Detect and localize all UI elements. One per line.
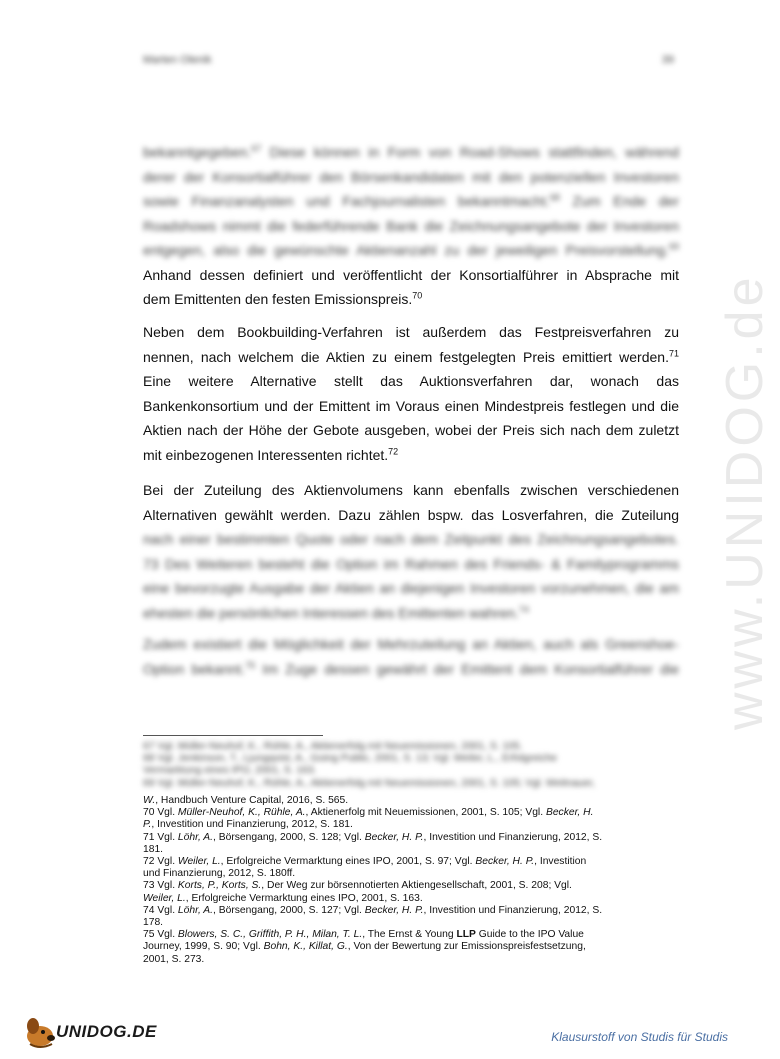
footnote-line: Vermarktung eines IPO, 2001, S. 163. — [143, 765, 317, 777]
footnote-line: 72 Vgl. Weiler, L., Erfolgreiche Vermarktung eines IPO, 2001, S. 97; Vgl. Becker, H. P., Investition — [143, 856, 587, 868]
footnote-separator — [143, 735, 323, 736]
footnote-line: 2001, S. 273. — [143, 953, 205, 965]
footnote-line: 67 Vgl. Müller-Neuhof, K., Rühle, A., Aktienerfolg mit Neuemissionen, 2001, S. 105. — [143, 741, 523, 752]
paragraph — [143, 632, 679, 681]
footnote-line: Journey, 1999, S. 90; Vgl. Bohn, K., Killat, G., Von der Bewertung zur Emissionspreisfestsetzung, — [143, 941, 586, 953]
text-line: nach einer bestimmten Quote oder nach dem Zeitpunkt des Zeichnungsangebotes. — [143, 531, 679, 547]
footnote-line: 75 Vgl. Blowers, S. C., Griffith, P. H., Milan, T. L., The Ernst & Young LLP Guide to the IPO Value — [143, 929, 584, 941]
text-line: ehesten die persönlichen Interessen des Emittenten wahren.$^{74}$ — [143, 603, 529, 621]
text-line: 73 Des Weiteren besteht die Option im Rahmen des Friends- & Familyprogramms — [143, 555, 679, 572]
footnote-line: 178. — [143, 917, 164, 929]
footnote-line: 69 Vgl. Müller-Neuhof, K., Rühle, A., Aktienerfolg mit Neuemissionen, 2001, S. 105; Vgl. Weitnauer, — [143, 777, 595, 789]
text-line: Option bekannt.$^{75}$ Im Zuge dessen gewährt der Emittent dem Konsortialführer die — [143, 659, 679, 677]
footnote-line: 70 Vgl. Müller-Neuhof, K., Rühle, A., Aktienerfolg mit Neuemissionen, 2001, S. 105; Vgl. Becker, H. — [143, 807, 594, 819]
paragraph — [143, 140, 679, 312]
text-line: Alternativen gewählt werden. Dazu zählen bspw. das Losverfahren, die Zuteilung — [143, 506, 679, 523]
watermark-text: www.UNIDOG.de — [716, 273, 774, 730]
text-line: sowie Finanzanalysten und Fachjournalisten bekanntmacht.$^{68}$ Zum Ende der — [143, 192, 680, 209]
footnotes-blurred — [143, 741, 683, 790]
footnote-ref: 74 — [518, 603, 529, 614]
footnote-line: Weiler, L., Erfolgreiche Vermarktung eines IPO, 2001, S. 163. — [143, 892, 423, 904]
logo-text: UNIDOG.DE — [56, 1022, 157, 1041]
footnote-ref: 68 — [549, 192, 560, 203]
footnote-line: P., Investition und Finanzierung, 2012, S. 181. — [143, 819, 353, 831]
footnote-line: 73 Vgl. Korts, P., Korts, S., Der Weg zur börsennotierten Aktiengesellschaft, 2001, S. 208; Vgl. — [143, 880, 572, 892]
text-line: dem Emittenten den festen Emissionspreis.$^{70}$ — [143, 290, 423, 307]
footnote-line: W., Handbuch Venture Capital, 2016, S. 565. — [143, 795, 349, 806]
text-line: eine bevorzugte Ausgabe der Aktien an diejenigen Investoren vorzunehmen, die am — [143, 580, 679, 596]
footnote-ref: 75 — [245, 659, 256, 670]
text-line: Bankenkonsortium und der Emittent im Voraus einen Mindestpreis festlegen und die — [143, 397, 679, 414]
unidog-logo[interactable] — [22, 1014, 162, 1050]
text-line: Zudem existiert die Möglichkeit der Mehrzuteilung an Aktien, auch als Greenshoe- — [143, 636, 679, 652]
footnote-line: 181. — [143, 843, 164, 855]
text-line: entgegen, also die gewünschte Aktienanzahl zu der jeweiligen Preisvorstellung.$^{69}$ — [143, 241, 679, 258]
footnote-ref: 72 — [388, 445, 399, 456]
footnote-ref: 70 — [412, 290, 423, 301]
text-line: mit einbezogenen Interessenten richtet.$^{72}$ — [143, 445, 399, 463]
paragraph — [143, 478, 679, 625]
text-line: Anhand dessen definiert und veröffentlicht der Konsortialführer in Absprache mit — [143, 266, 679, 283]
paragraph — [143, 320, 679, 467]
text-line: Roadshows nimmt die federführende Bank die Zeichnungsangebote der Investoren — [143, 217, 679, 234]
text-line: Neben dem Bookbuilding-Verfahren ist außerdem das Festpreisverfahren zu — [143, 324, 679, 340]
footnote-ref: 69 — [668, 241, 679, 252]
page-number: 39 — [661, 54, 674, 66]
running-header-author: Marten Olenik — [143, 54, 212, 66]
text-line: bekanntgegeben.$^{67}$ Diese können in Form von Road-Shows stattfinden, während — [143, 143, 679, 160]
footnote-ref: 71 — [668, 347, 679, 358]
footnotes — [143, 795, 683, 966]
text-line: Aktien nach der Höhe der Gebote ausgeben, wobei der Preis sich nach dem zuletzt — [143, 422, 679, 438]
footnote-ref: 67 — [251, 143, 262, 154]
footnote-line: 68 Vgl. Jenkinson, T., Ljungqvist, A., Going Public, 2001, S. 13; Vgl. Weiler, L., Erfolgreiche — [143, 753, 558, 765]
text-line: Bei der Zuteilung des Aktienvolumens kann ebenfalls zwischen verschiedenen — [143, 482, 679, 498]
text-line: derer der Konsortialführer den Börsenkandidaten mit den potenziellen Investoren — [143, 168, 679, 185]
text-line: nennen, nach welchem die Aktien zu einem festgelegten Preis emittiert werden.$^{71}$ — [143, 347, 679, 365]
text-line: Eine weitere Alternative stellt das Auktionsverfahren dar, wonach das — [143, 373, 679, 389]
footnote-line: 74 Vgl. Löhr, A., Börsengang, 2000, S. 127; Vgl. Becker, H. P., Investition und Finanzierung, 2012, S. — [143, 904, 603, 916]
footnote-line: und Finanzierung, 2012, S. 180ff. — [143, 868, 296, 880]
footer-tagline: Klausurstoff von Studis für Studis — [551, 1030, 728, 1044]
footnote-line: 71 Vgl. Löhr, A., Börsengang, 2000, S. 128; Vgl. Becker, H. P., Investition und Finanzierung, 2012, S. — [143, 831, 603, 843]
